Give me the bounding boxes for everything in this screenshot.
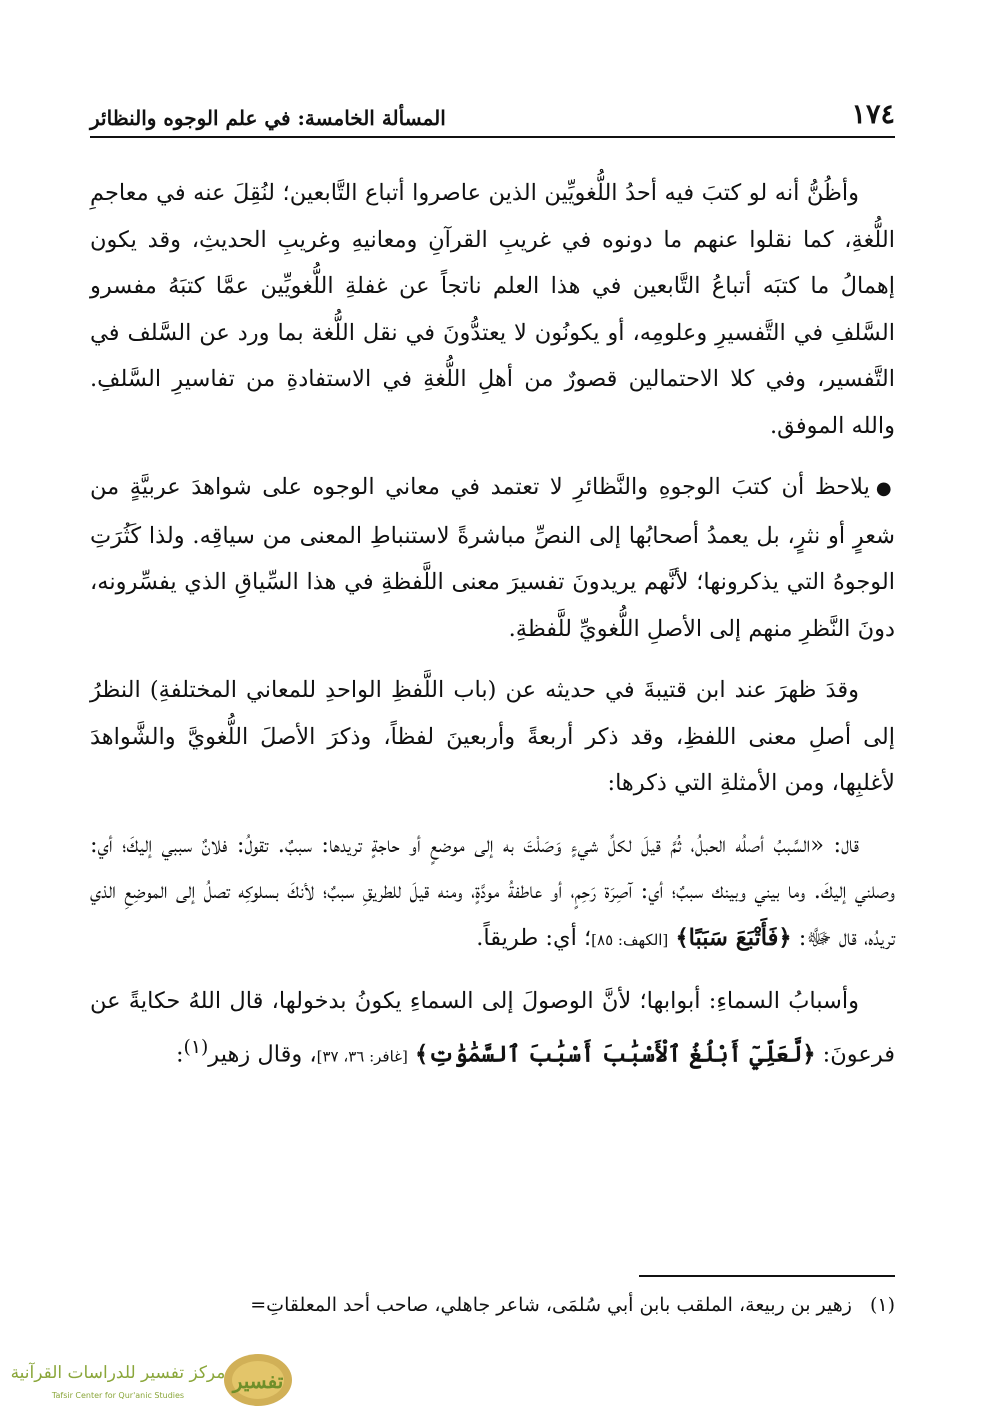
running-title: المسألة الخامسة: في علم الوجوه والنظائر xyxy=(90,106,446,130)
bullet-icon: ● xyxy=(875,478,895,499)
paragraph-2 xyxy=(90,464,895,652)
verse-reference: [غافر: ٣٦، ٣٧] xyxy=(316,1047,408,1065)
paragraph-4 xyxy=(90,822,895,964)
paragraph-text: وأسبابُ السماءِ: أبوابها؛ لأنَّ الوصولَ إلى السماءِ يكونُ بدخولها، قال اللهُ حكايةً عن فرعونَ: xyxy=(90,988,895,1067)
footnote-text: زهير بن ربيعة، الملقب بابن أبي سُلمَى، شاعر جاهلي، صاحب أحد المعلقاتِ= xyxy=(250,1294,852,1316)
paragraph-text: وقدَ ظهرَ عند ابن قتيبةَ في حديثه عن (باب اللَّفظِ الواحدِ للمعاني المختلفةِ) النظرُ إلى أصلِ معنى اللفظِ، وقد ذكر أربعةً وأربعينَ لفظاً، وذكرَ الأصلَ اللُّغويَّ والشَّواهدَ لأغلبِها، ومن الأمثلةِ التي ذكرها: xyxy=(90,677,895,796)
paragraph-5 xyxy=(90,978,895,1080)
paragraph-text: قال: «السَّببُ أصلُه الحبلُ، ثُمَّ قيلَ لكلِّ شيءٍ وَصَلْتَ به إلى موضعٍ أو حاجةٍ تريدها: سببٌ. تقولُ: فلانٌ سببي إليكَ؛ أي: وصلني إليكَ. وما بيني وبينك سببٌ؛ أي: آصِرَة رَحِمٍ، أو عاطفةُ مودَّةٍ، ومنه قيلَ للطريقِ سببٌ؛ لأنكَ بسلوكِه تصلُ إلى الموضِعِ الذي تريدُه، قال ﷻ: xyxy=(90,831,895,951)
paragraph-text: : xyxy=(175,1041,184,1067)
verse-reference: [الكهف: ٨٥] xyxy=(591,930,669,949)
quran-verse: ﴿فَأَتْبَعَ سَبَبًا﴾ xyxy=(675,924,792,951)
page-number: ١٧٤ xyxy=(851,99,895,130)
logo-emblem-text: تفسير xyxy=(232,1369,284,1393)
quran-verse: ﴿لَّعَلِّيٓ أَبْلُغُ ٱلْأَسْبَٰبَ أَسْبَٰبَ ٱلسَّمَٰوَٰتِ﴾ xyxy=(415,1041,816,1067)
footnote-number: (١) xyxy=(869,1294,895,1316)
footnote-marker[interactable]: (١) xyxy=(183,1036,209,1058)
logo-english-text: Tafsir Center for Qur'anic Studies xyxy=(51,1391,185,1400)
paragraph-text: وأظُنُّ أنه لو كتبَ فيه أحدُ اللُّغويِّين الذين عاصروا أتباع التَّابعين؛ لنُقِلَ عنه في معاجمِ اللُّغةِ، كما نقلوا عنهم ما دونوه في غريبِ القرآنِ ومعانيهِ وغريبِ الحديثِ، وقد يكون إهمالُ ما كتبَه أتباعُ التَّابعين في هذا العلم ناتجاً عن غفلةِ اللُّغويِّين عمَّا كتبَهُ مفسرو السَّلفِ في التَّفسيرِ وعلومِه، أو يكونُون لا يعتدُّونَ في نقل اللُّغة بما ورد عن السَّلف في التَّفسير، وفي كلا الاحتمالين قصورٌ من أهلِ اللُّغةِ في الاستفادةِ من تفاسيرِ السَّلفِ. والله الموفق. xyxy=(90,180,895,439)
publisher-logo xyxy=(10,1352,300,1410)
paragraph-1 xyxy=(90,170,895,449)
tafsir-center-logo-icon xyxy=(10,1352,300,1410)
page-header xyxy=(90,98,895,138)
footnote xyxy=(90,1290,895,1320)
logo-arabic-text: مركز تفسير للدراسات القرآنية xyxy=(10,1363,226,1383)
paragraph-text: ، وقال زهير xyxy=(208,1041,317,1067)
main-text xyxy=(90,170,895,1095)
paragraph-3 xyxy=(90,667,895,807)
paragraph-text: ؛ أي: طريقاً. xyxy=(476,924,592,951)
paragraph-text: يلاحظ أن كتبَ الوجوهِ والنَّظائرِ لا تعتمد في معاني الوجوه على شواهدَ عربيَّةٍ من شعرٍ أو نثرٍ، بل يعمدُ أصحابُها إلى النصِّ مباشرةً لاستنباطِ المعنى من سياقِه. ولذا كَثُرَتِ الوجوهُ التي يذكرونها؛ لأنَّهم يريدونَ تفسيرَ معنى اللَّفظةِ في هذا السِّياقِ الذي يفسِّرونه، دونَ النَّظرِ منهم إلى الأصلِ اللُّغويِّ للَّفظةِ. xyxy=(90,474,895,642)
footnote-divider xyxy=(639,1275,895,1277)
